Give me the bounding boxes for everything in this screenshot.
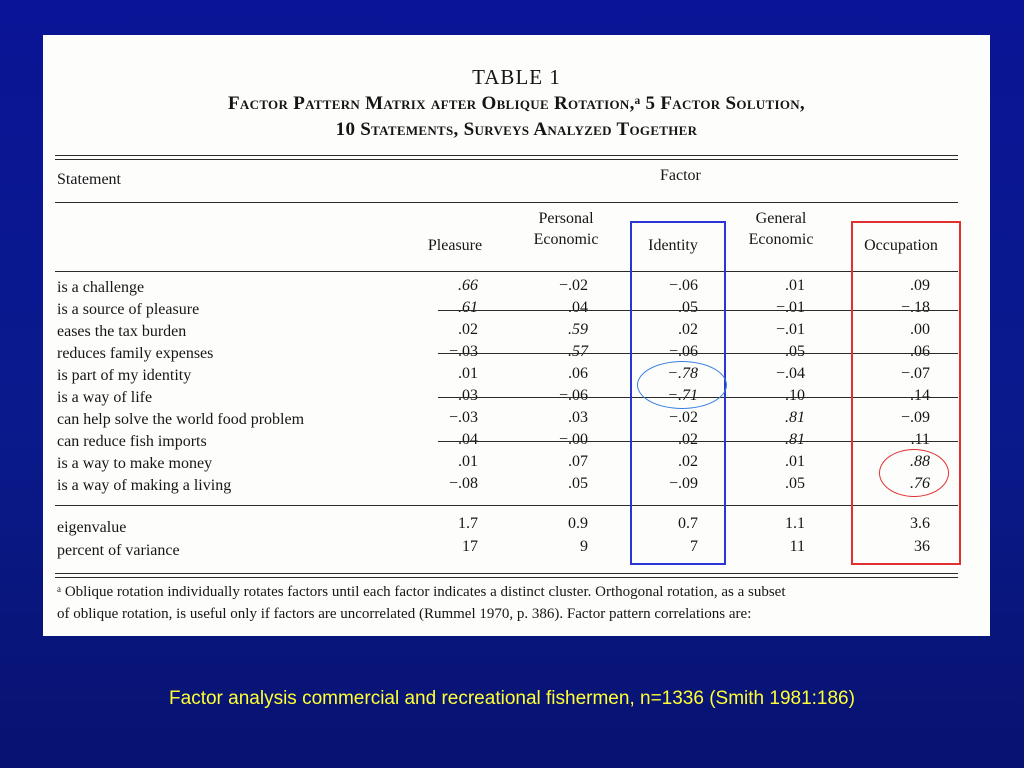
loading-cell: −.71 — [667, 387, 698, 404]
loading-cell: −.07 — [900, 365, 930, 382]
loading-cell: .01 — [458, 453, 478, 470]
loading-cell: −.06 — [668, 343, 698, 360]
rule-top-1 — [55, 155, 958, 156]
loading-cell: −.78 — [667, 365, 698, 382]
loading-cell: −.03 — [448, 343, 478, 360]
column-header-line2: Occupation — [864, 237, 938, 254]
loading-cell: .07 — [568, 453, 588, 470]
row-label: eases the tax burden — [57, 323, 187, 340]
loading-cell: .76 — [910, 475, 930, 492]
identity-loadings-circle — [637, 361, 727, 409]
loading-cell: −.02 — [558, 277, 588, 294]
row-label: is a challenge — [57, 279, 145, 296]
loading-cell: .66 — [458, 277, 478, 294]
column-header-line1 — [395, 208, 515, 229]
loading-cell: .05 — [568, 475, 588, 492]
loading-cell: −.08 — [448, 475, 478, 492]
column-header-line1: Personal — [538, 210, 594, 227]
loading-cell: .81 — [785, 431, 805, 448]
loading-cell: −.06 — [668, 277, 698, 294]
rule-top-2 — [55, 159, 958, 160]
loading-cell: .02 — [678, 431, 698, 448]
column-header — [506, 208, 626, 250]
rule-body-end — [55, 505, 958, 506]
loading-cell: −.06 — [558, 387, 588, 404]
column-header — [721, 208, 841, 250]
loading-cell: −.09 — [900, 409, 930, 426]
loading-cell: .00 — [910, 321, 930, 338]
rule-columns — [55, 271, 958, 272]
column-header-line2: Identity — [648, 237, 698, 254]
row-label: is part of my identity — [57, 367, 192, 384]
loading-cell: .11 — [910, 431, 930, 448]
loading-cell: −.01 — [775, 321, 805, 338]
loading-cell: .88 — [910, 453, 930, 470]
summary-cell: 17 — [462, 538, 478, 555]
loading-cell: .06 — [910, 343, 930, 360]
summary-cell: 1.1 — [785, 515, 805, 532]
occupation-column-highlight — [851, 221, 961, 565]
occupation-loadings-circle — [879, 449, 949, 497]
summary-cell: 0.9 — [568, 515, 588, 532]
column-header-line2: Economic — [533, 231, 599, 248]
loading-cell: .03 — [568, 409, 588, 426]
summary-cell: 1.7 — [458, 515, 478, 532]
loading-cell: .06 — [568, 365, 588, 382]
summary-cell: 7 — [690, 538, 698, 555]
table-subtitle-line2: 10 Statements, Surveys Analyzed Together — [335, 119, 698, 140]
summary-cell: 0.7 — [678, 515, 698, 532]
loading-cell: .02 — [458, 321, 478, 338]
loading-cell: −.09 — [668, 475, 698, 492]
table-title: TABLE 1 — [472, 65, 561, 89]
summary-cell: 9 — [580, 538, 588, 555]
row-label: can reduce fish imports — [57, 433, 207, 450]
scanned-table-document — [43, 35, 990, 636]
row-label: reduces family expenses — [57, 345, 214, 362]
statement-header: Statement — [57, 171, 121, 188]
summary-cell: 3.6 — [910, 515, 930, 532]
loading-cell: .04 — [568, 299, 588, 316]
summary-label: eigenvalue — [57, 519, 127, 536]
loading-cell: .57 — [568, 343, 588, 360]
loading-cell: −.01 — [775, 299, 805, 316]
loading-cell: .01 — [785, 453, 805, 470]
rule-header — [55, 202, 958, 203]
loading-cell: .59 — [568, 321, 588, 338]
row-label: is a way of making a living — [57, 477, 232, 494]
summary-cell: 36 — [914, 538, 930, 555]
loading-cell: .10 — [785, 387, 805, 404]
summary-label: percent of variance — [57, 542, 180, 559]
slide-caption: Factor analysis commercial and recreational fishermen, n=1336 (Smith 1981:186) — [169, 688, 855, 709]
row-label: is a source of pleasure — [57, 301, 200, 318]
loading-cell: .05 — [785, 475, 805, 492]
loading-cell: .05 — [678, 299, 698, 316]
loading-cell: .61 — [458, 299, 478, 316]
loading-cell: .01 — [785, 277, 805, 294]
summary-cell: 11 — [789, 538, 805, 555]
footnote-line2: of oblique rotation, is useful only if factors are uncorrelated (Rummel 1970, p. 386). Factor pattern correlations are: — [57, 606, 752, 622]
row-label: is a way of life — [57, 389, 153, 406]
column-header-line1: General — [755, 210, 807, 227]
loading-cell: −.04 — [775, 365, 805, 382]
loading-cell: .04 — [458, 431, 478, 448]
loading-cell: −.02 — [668, 409, 698, 426]
column-header-line2: Economic — [748, 231, 814, 248]
rule-summary-end-2 — [55, 577, 958, 578]
loading-cell: −.00 — [558, 431, 588, 448]
loading-cell: −.03 — [448, 409, 478, 426]
loading-cell: .02 — [678, 453, 698, 470]
loading-cell: .03 — [458, 387, 478, 404]
loading-cell: .14 — [910, 387, 930, 404]
table-subtitle-line1: Factor Pattern Matrix after Oblique Rotation,ᵃ 5 Factor Solution, — [228, 93, 805, 114]
loading-cell: .81 — [785, 409, 805, 426]
loading-cell: .05 — [785, 343, 805, 360]
footnote-line1: ᵃ Oblique rotation individually rotates factors until each factor indicates a distinct cluster. Orthogonal rotation, as a subset — [57, 584, 786, 600]
loading-cell: .02 — [678, 321, 698, 338]
column-header — [395, 208, 515, 256]
loading-cell: .09 — [910, 277, 930, 294]
rule-summary-end-1 — [55, 573, 958, 574]
row-label: can help solve the world food problem — [57, 411, 305, 428]
loading-cell: .01 — [458, 365, 478, 382]
row-label: is a way to make money — [57, 455, 213, 472]
loading-cell: −.18 — [900, 299, 930, 316]
factor-header: Factor — [660, 167, 701, 184]
column-header-line2: Pleasure — [427, 237, 483, 254]
